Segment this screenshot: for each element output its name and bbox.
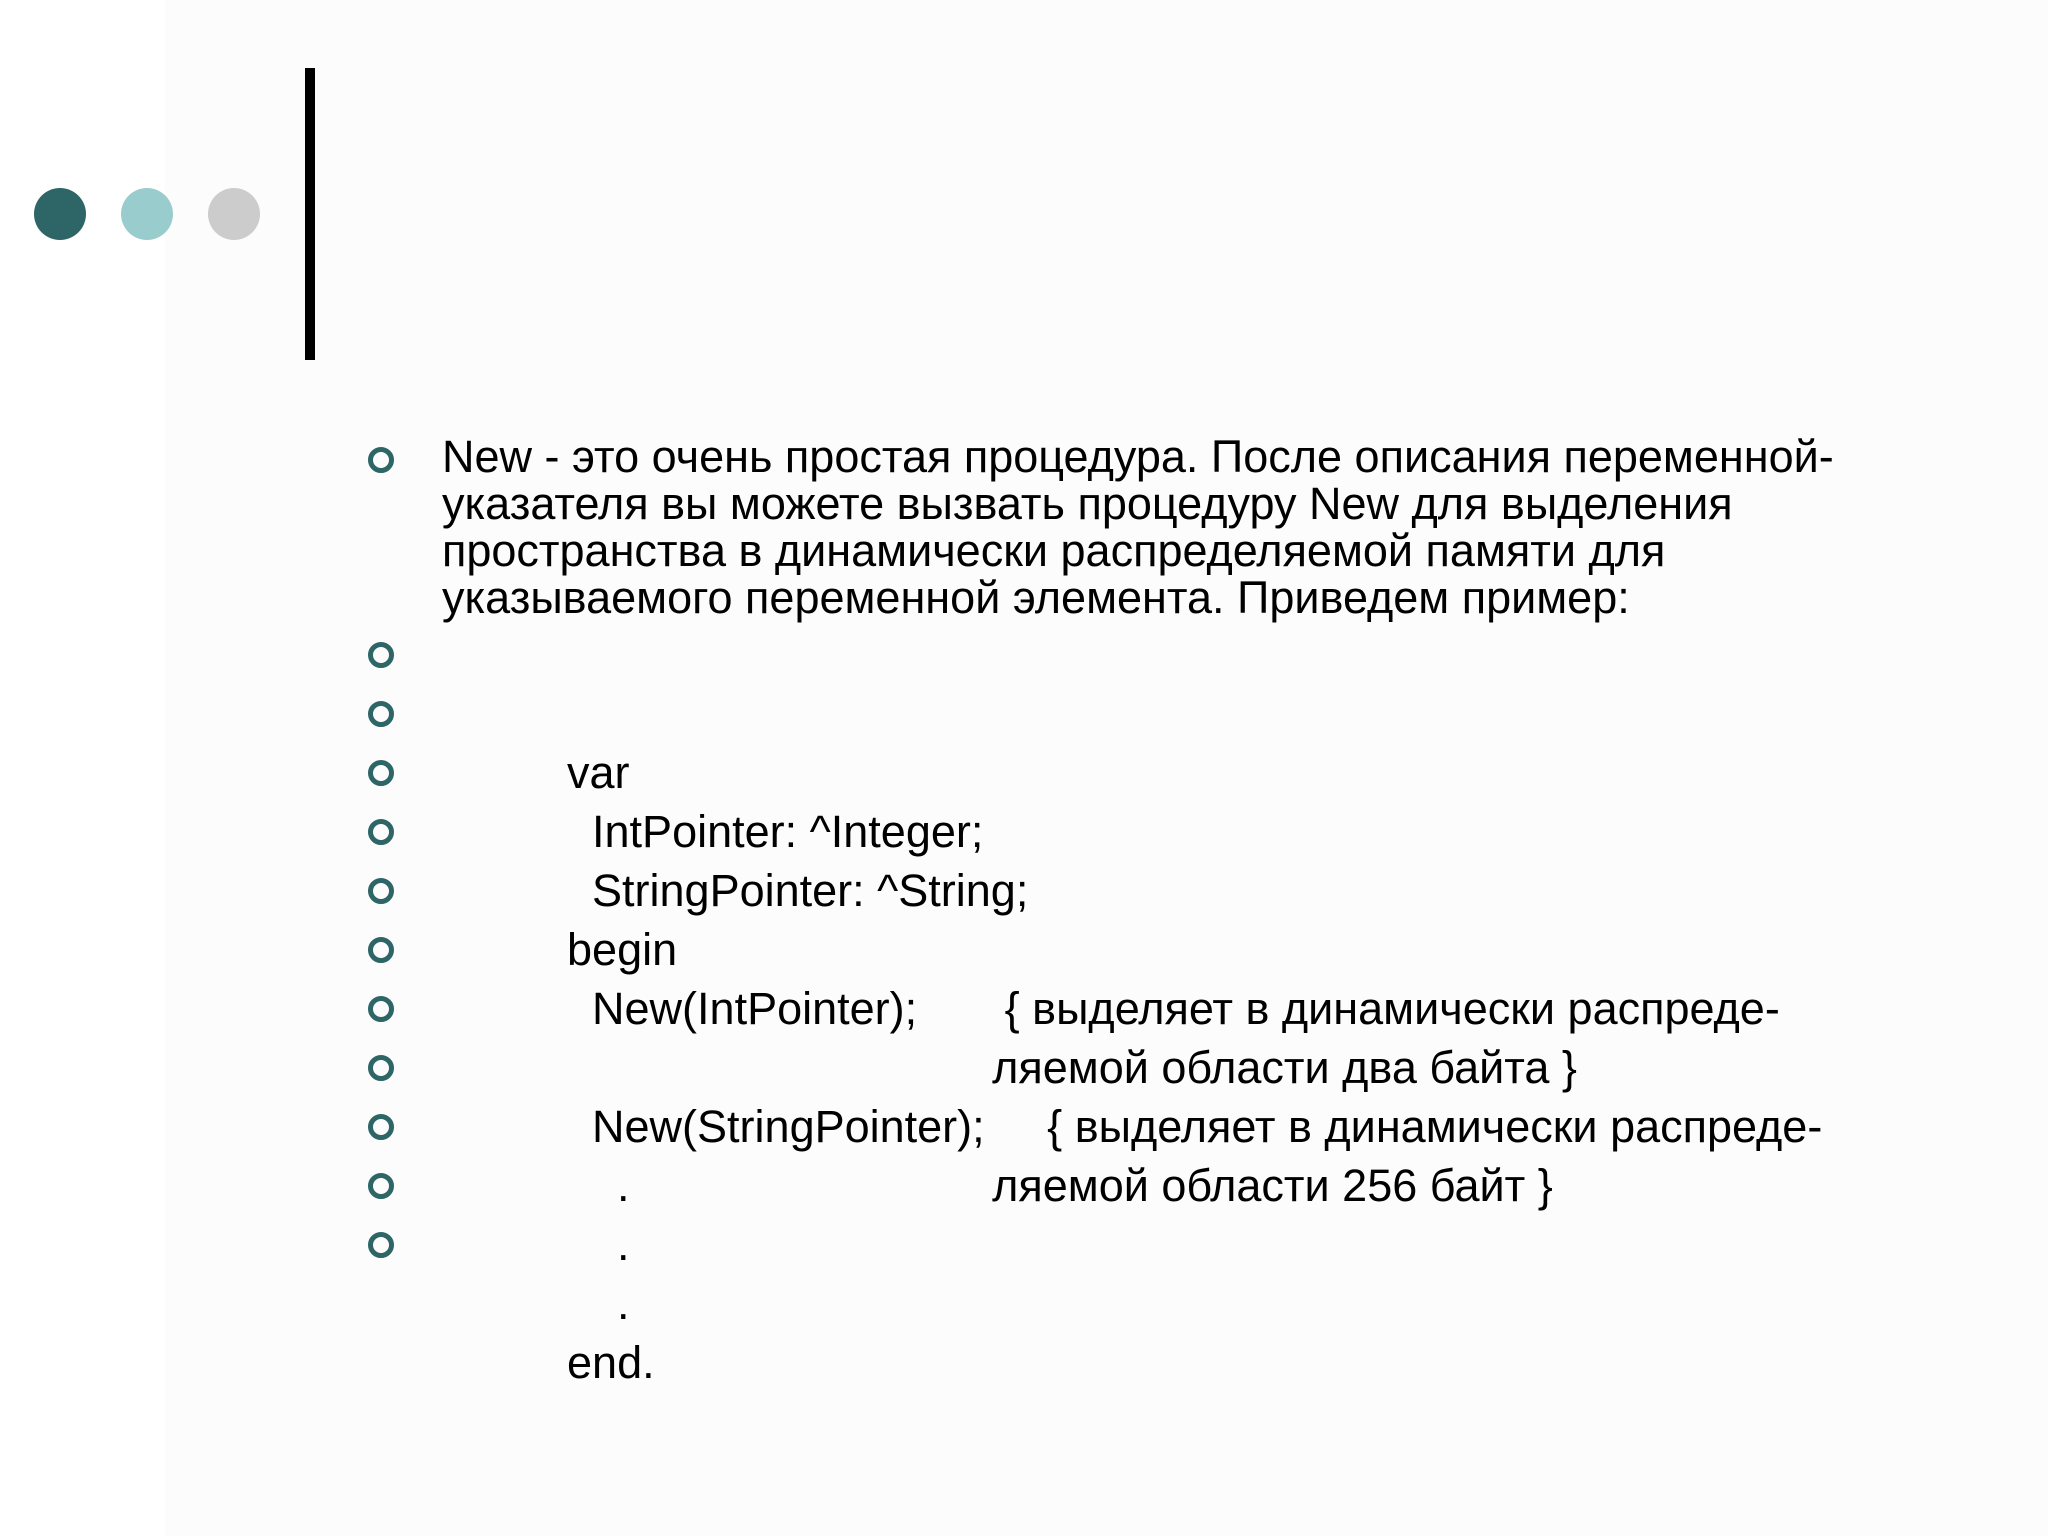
ring-bullet-icon [368,937,394,963]
code-line: ляемой области два байта } [517,1042,1577,1093]
ring-bullet-icon [368,878,394,904]
code-line: New(StringPointer); { выделяет в динамически распреде- [517,1101,1823,1152]
title-divider-line [305,68,315,360]
code-line: . [517,1219,630,1270]
paragraph-text: New - это очень простая процедура. После описания переменной-указателя вы можете вызвать процедуру New для выделения пространства в динамически распределяемой памяти для указываемого переменной элемента. Приведем пример: [442,431,1834,623]
ring-bullet-icon [368,1114,394,1140]
code-line: New(IntPointer); { выделяет в динамически распреде- [517,983,1780,1034]
ring-bullet-icon [368,1055,394,1081]
ring-bullet-icon [368,1232,394,1258]
code-line: . ляемой области 256 байт } [517,1160,1553,1211]
ring-bullet-icon [368,642,394,668]
code-line: begin [517,924,678,975]
ring-bullet-icon [368,819,394,845]
ring-bullet-icon [368,996,394,1022]
code-line: StringPointer: ^String; [517,865,1029,916]
list-item-code [360,625,1900,798]
ring-bullet-icon [368,760,394,786]
list-item-paragraph [360,433,1900,621]
code-line: . [517,1278,630,1329]
bullet-list [360,431,1900,1388]
decor-dot-gray [208,188,260,240]
decor-dot-dark-teal [34,188,86,240]
ring-bullet-icon [368,701,394,727]
ring-bullet-icon [368,1173,394,1199]
list-item-code [360,1215,1900,1388]
list-item-code [360,1156,1900,1329]
decor-dot-light-teal [121,188,173,240]
ring-bullet-icon [368,447,394,473]
code-line: IntPointer: ^Integer; [517,806,984,857]
code-line: var [517,747,630,798]
code-line: end. [517,1337,655,1388]
